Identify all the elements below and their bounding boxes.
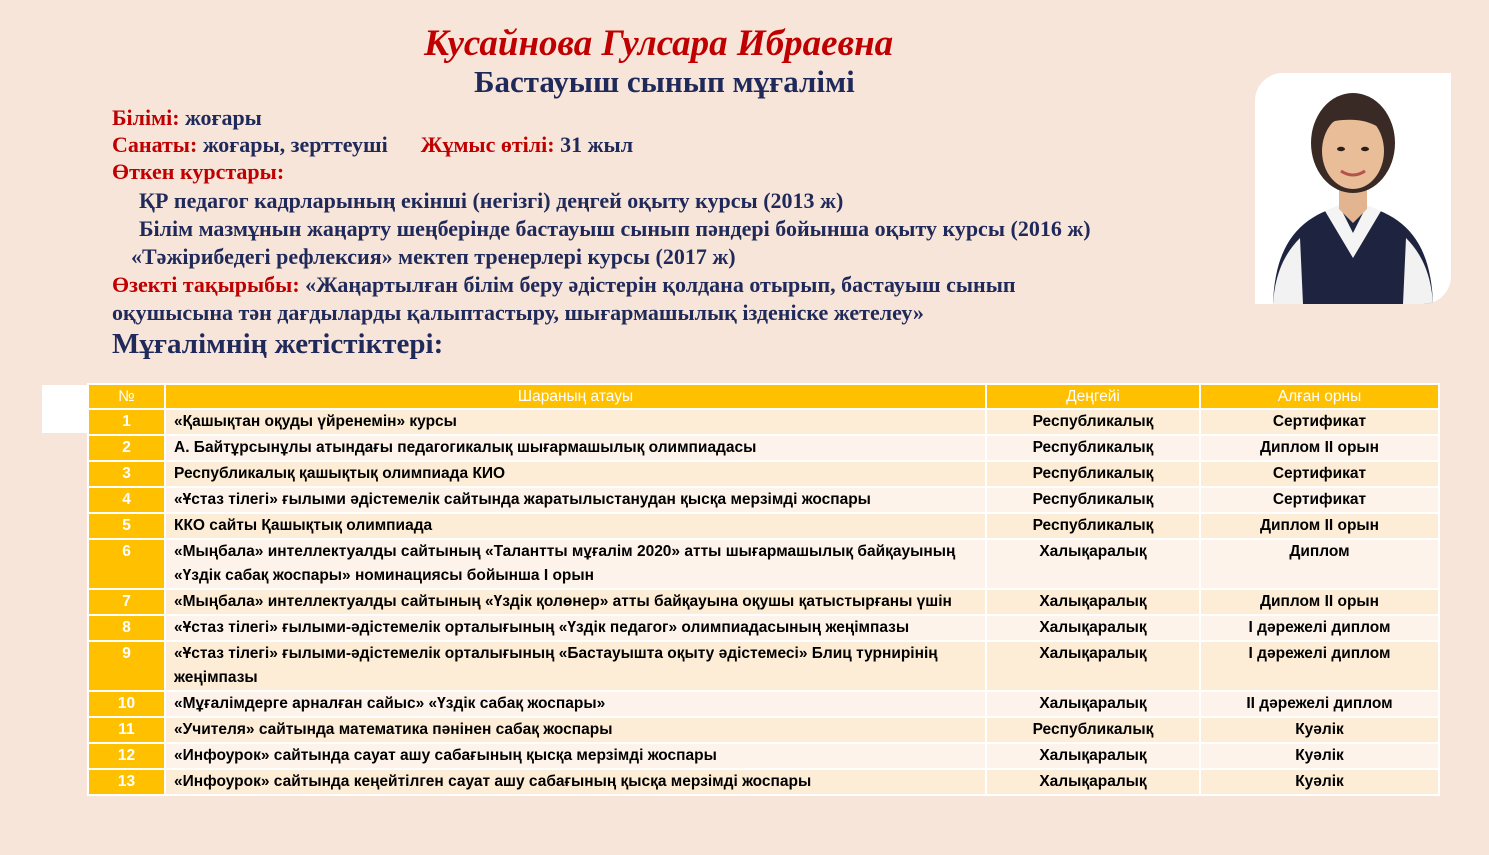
- table-row: [88, 641, 1439, 691]
- row-event-name: «Инфоурок» сайтында кеңейтілген сауат ашу сабағының қысқа мерзімді жоспары: [165, 769, 986, 795]
- row-level: Халықаралық: [986, 539, 1200, 589]
- row-level: Халықаралық: [986, 615, 1200, 641]
- row-event-name: «Мұғалімдерге арналған сайыс» «Үздік сабақ жоспары»: [165, 691, 986, 717]
- row-event-name: А. Байтұрсынұлы атындағы педагогикалық шығармашылық олимпиадасы: [165, 435, 986, 461]
- row-level: Республикалық: [986, 717, 1200, 743]
- row-number: 8: [88, 615, 165, 641]
- row-level: Республикалық: [986, 487, 1200, 513]
- row-level: Халықаралық: [986, 769, 1200, 795]
- education-value: жоғары: [179, 105, 262, 130]
- row-event-name: «Қашықтан оқуды үйренемін» курсы: [165, 409, 986, 435]
- header-event-name: Шараның атауы: [165, 384, 986, 409]
- row-place: I дәрежелі диплом: [1200, 641, 1439, 691]
- teacher-position: Бастауыш сынып мұғалімі: [474, 64, 855, 99]
- experience-value: 31 жыл: [554, 132, 634, 157]
- row-level: Халықаралық: [986, 743, 1200, 769]
- row-number: 4: [88, 487, 165, 513]
- table-row: [88, 435, 1439, 461]
- topic-line-1: [112, 271, 1016, 298]
- row-number: 11: [88, 717, 165, 743]
- teacher-name: Кусайнова Гулсара Ибраевна: [424, 23, 894, 64]
- row-event-name: ККО сайты Қашықтық олимпиада: [165, 513, 986, 539]
- table-row: [88, 461, 1439, 487]
- table-header-row: [88, 384, 1439, 409]
- category-line: [112, 131, 633, 158]
- row-place: Диплом II орын: [1200, 435, 1439, 461]
- row-place: Диплом II орын: [1200, 589, 1439, 615]
- row-level: Республикалық: [986, 461, 1200, 487]
- topic-line-2: оқушысына тән дағдыларды қалыптастыру, шығармашылық ізденіске жетелеу»: [112, 300, 924, 325]
- row-number: 12: [88, 743, 165, 769]
- table-row: [88, 589, 1439, 615]
- row-number: 5: [88, 513, 165, 539]
- row-event-name: Республикалық қашықтық олимпиада КИО: [165, 461, 986, 487]
- table-row: [88, 539, 1439, 589]
- header-place: Алған орны: [1200, 384, 1439, 409]
- row-event-name: «Мыңбала» интеллектуалды сайтының «Үздік қолөнер» атты байқауына оқушы қатыстырғаны үшін: [165, 589, 986, 615]
- achievements-table: [87, 383, 1440, 796]
- portrait-image: [1255, 73, 1451, 304]
- row-level: Халықаралық: [986, 641, 1200, 691]
- row-level: Республикалық: [986, 435, 1200, 461]
- row-event-name: «Учителя» сайтында математика пәнінен сабақ жоспары: [165, 717, 986, 743]
- row-number: 6: [88, 539, 165, 589]
- row-place: Сертификат: [1200, 461, 1439, 487]
- row-place: Куәлік: [1200, 717, 1439, 743]
- courses-label: Өткен курстары:: [112, 159, 285, 184]
- teacher-photo: [1255, 73, 1451, 304]
- row-number: 2: [88, 435, 165, 461]
- row-place: Куәлік: [1200, 769, 1439, 795]
- education-label: Білімі:: [112, 105, 180, 130]
- table-row: [88, 743, 1439, 769]
- row-level: Республикалық: [986, 409, 1200, 435]
- row-place: Диплом: [1200, 539, 1439, 589]
- table-row: [88, 769, 1439, 795]
- row-level: Республикалық: [986, 513, 1200, 539]
- row-place: Куәлік: [1200, 743, 1439, 769]
- row-event-name: «Ұстаз тілегі» ғылыми-әдістемелік орталығының «Бастауышта оқыту әдістемесі» Блиц турнирінің жеңімпазы: [165, 641, 986, 691]
- table-row: [88, 513, 1439, 539]
- row-level: Халықаралық: [986, 589, 1200, 615]
- table-row: [88, 487, 1439, 513]
- row-event-name: «Мыңбала» интеллектуалды сайтының «Талантты мұғалім 2020» атты шығармашылық байқауының «Үздік сабақ жоспары» номинациясы бойынша I орын: [165, 539, 986, 589]
- row-place: Сертификат: [1200, 409, 1439, 435]
- row-event-name: «Ұстаз тілегі» ғылыми-әдістемелік орталығының «Үздік педагог» олимпиадасының жеңімпазы: [165, 615, 986, 641]
- row-place: II дәрежелі диплом: [1200, 691, 1439, 717]
- row-event-name: «Инфоурок» сайтында сауат ашу сабағының қысқа мерзімді жоспары: [165, 743, 986, 769]
- row-number: 9: [88, 641, 165, 691]
- table-row: [88, 691, 1439, 717]
- row-event-name: «Ұстаз тілегі» ғылыми әдістемелік сайтында жаратылыстанудан қысқа мерзімді жоспары: [165, 487, 986, 513]
- table-row: [88, 615, 1439, 641]
- achievements-title: Мұғалімнің жетістіктері:: [112, 328, 444, 360]
- course-item: «Тәжірибедегі рефлексия» мектеп тренерлері курсы (2017 ж): [131, 244, 736, 269]
- row-number: 10: [88, 691, 165, 717]
- category-value: жоғары, зерттеуші: [197, 132, 388, 157]
- blank-box: [42, 385, 88, 433]
- topic-label: Өзекті тақырыбы:: [112, 272, 300, 297]
- row-number: 1: [88, 409, 165, 435]
- table-row: [88, 409, 1439, 435]
- table-row: [88, 717, 1439, 743]
- topic-text-1: «Жаңартылған білім беру әдістерін қолдана отырып, бастауыш сынып: [305, 272, 1016, 297]
- row-number: 13: [88, 769, 165, 795]
- row-level: Халықаралық: [986, 691, 1200, 717]
- education-line: [112, 104, 262, 131]
- header-number: №: [88, 384, 165, 409]
- row-number: 3: [88, 461, 165, 487]
- category-label: Санаты:: [112, 132, 198, 157]
- course-item: Білім мазмұнын жаңарту шеңберінде бастауыш сынып пәндері бойынша оқыту курсы (2016 ж): [139, 216, 1091, 241]
- row-place: Диплом II орын: [1200, 513, 1439, 539]
- course-item: ҚР педагог кадрларының екінші (негізгі) деңгей оқыту курсы (2013 ж): [139, 188, 844, 213]
- row-number: 7: [88, 589, 165, 615]
- row-place: Сертификат: [1200, 487, 1439, 513]
- row-place: I дәрежелі диплом: [1200, 615, 1439, 641]
- experience-label: Жұмыс өтілі:: [420, 132, 555, 157]
- header-level: Деңгейі: [986, 384, 1200, 409]
